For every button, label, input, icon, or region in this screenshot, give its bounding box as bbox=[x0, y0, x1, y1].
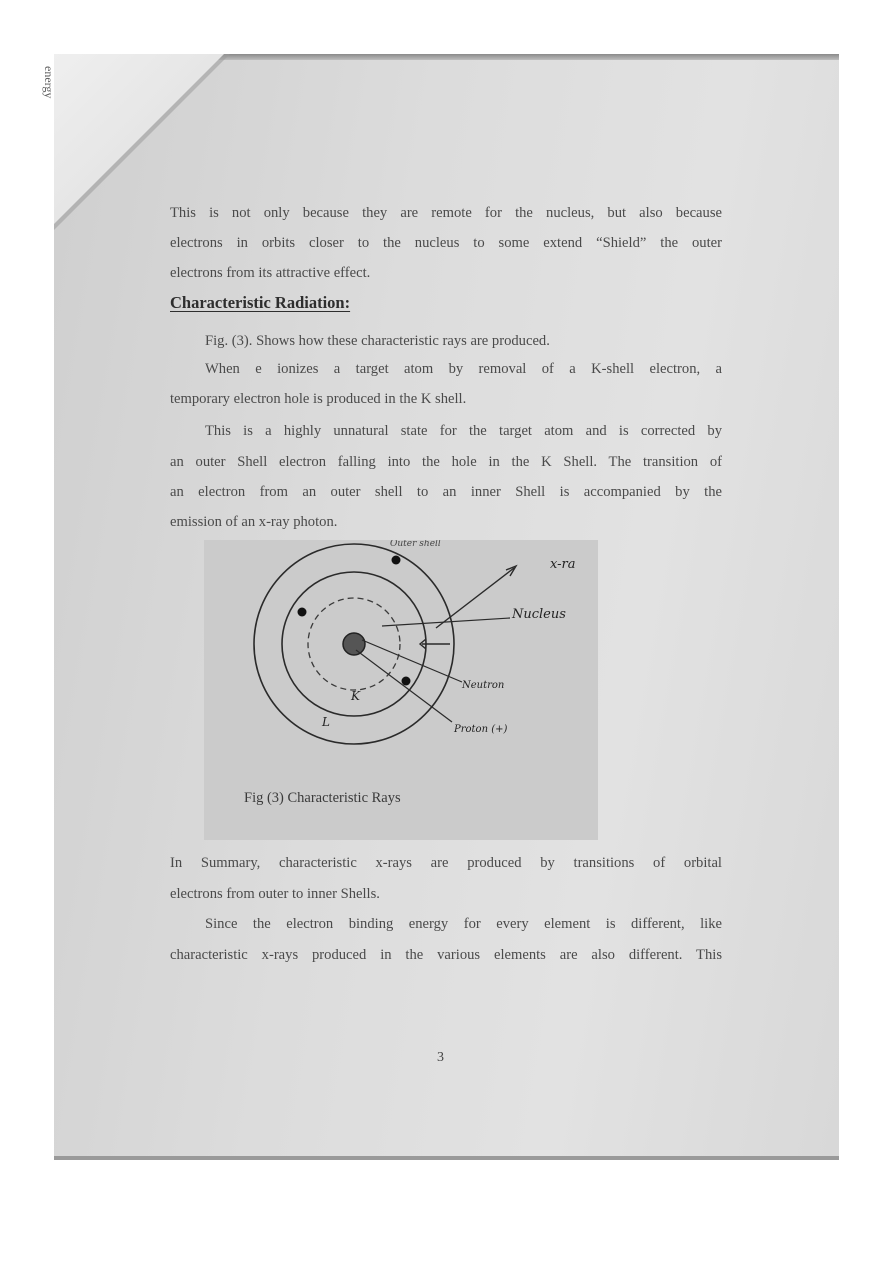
back-page-word: energy bbox=[42, 66, 56, 99]
text-line: temporary electron hole is produced in the K shell. bbox=[170, 391, 467, 407]
text-line: electrons from its attractive effect. bbox=[170, 265, 371, 281]
text-line: electrons from outer to inner Shells. bbox=[170, 886, 380, 902]
text-line: When e ionizes a target atom by removal of a K-shell electron, a bbox=[205, 361, 722, 377]
page-bottom-edge bbox=[54, 1156, 839, 1160]
xray-label: x-ra bbox=[550, 557, 576, 572]
text-line: This is a highly unnatural state for the target atom and is corrected by bbox=[205, 423, 722, 439]
nucleus-label: Nucleus bbox=[512, 607, 566, 622]
k-shell-label: K bbox=[351, 689, 360, 703]
neutron-label: Neutron bbox=[462, 680, 505, 691]
text-line: In Summary, characteristic x-rays are produced by transitions of orbital bbox=[170, 855, 722, 871]
paragraph-fig-ref: Fig. (3). Shows how these characteristic rays are produced. bbox=[205, 333, 550, 349]
text-line: emission of an x-ray photon. bbox=[170, 514, 338, 530]
figure-caption: Fig (3) Characteristic Rays bbox=[244, 790, 401, 806]
electron-dot bbox=[298, 608, 307, 617]
section-heading: Characteristic Radiation: bbox=[170, 293, 351, 312]
page-number: 3 bbox=[437, 1050, 444, 1065]
proton-label: Proton (+) bbox=[454, 724, 508, 735]
text-line: electrons in orbits closer to the nucleus to some extend “Shield” the outer bbox=[170, 235, 722, 251]
electron-dot bbox=[392, 556, 401, 565]
text-line: characteristic x-rays produced in the various elements are also different. This bbox=[170, 947, 722, 963]
top-cut-label: Outer shell bbox=[390, 540, 441, 549]
text-line: an outer Shell electron falling into the hole in the K Shell. The transition of bbox=[170, 454, 722, 470]
text-line: Since the electron binding energy for every element is different, like bbox=[205, 916, 722, 932]
l-shell-label: L bbox=[322, 715, 330, 729]
nucleus-mark bbox=[343, 633, 365, 655]
text-line: This is not only because they are remote for the nucleus, but also because bbox=[170, 205, 722, 221]
text-line: an electron from an outer shell to an inner Shell is accompanied by the bbox=[170, 484, 722, 500]
electron-dot bbox=[402, 677, 411, 686]
